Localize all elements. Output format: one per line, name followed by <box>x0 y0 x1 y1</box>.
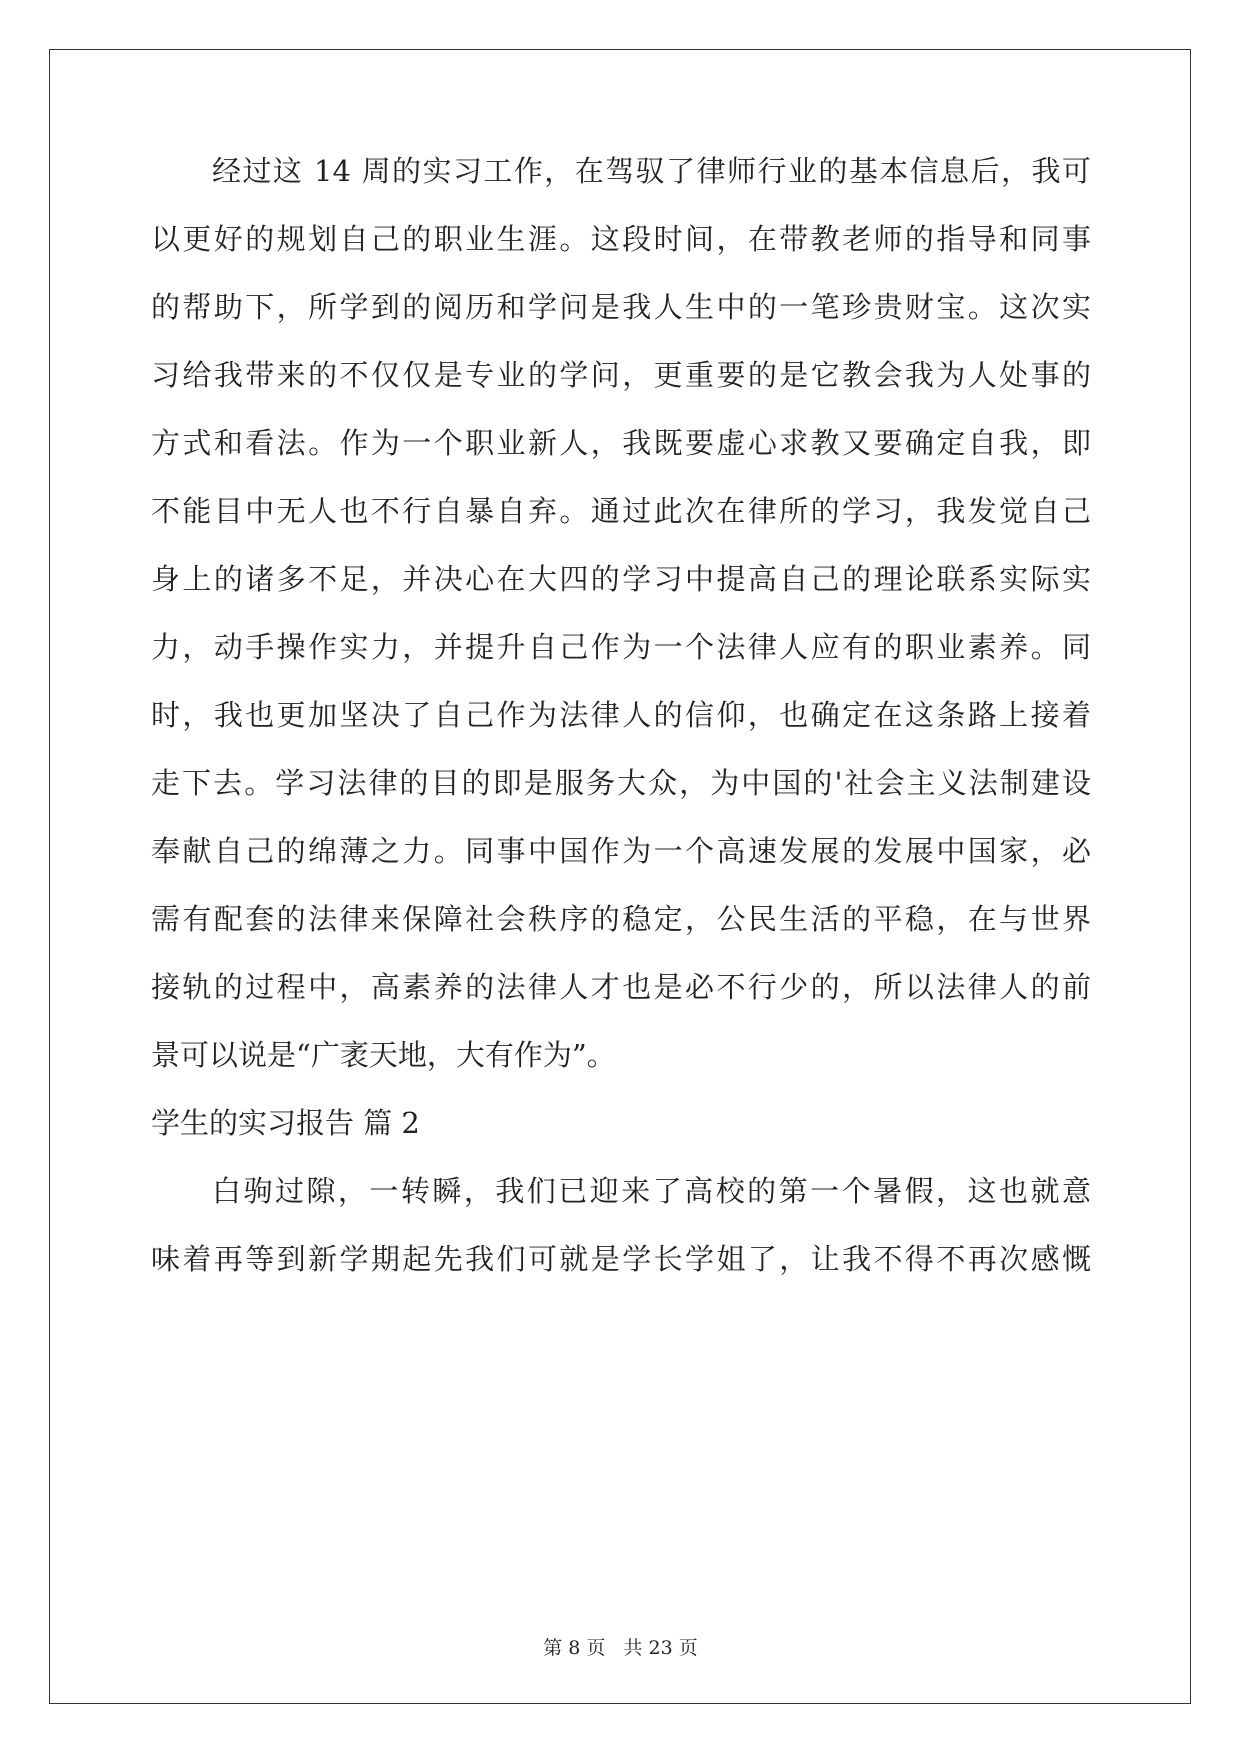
paragraph-1-line-14: 景可以说是“广袤天地，大有作为”。 <box>151 1038 616 1072</box>
paragraph-1-line-13: 接轨的过程中，高素养的法律人才也是必不行少的，所以法律人的前 <box>151 970 1091 1004</box>
paragraph-1-line-4: 习给我带来的不仅仅是专业的学问，更重要的是它教会我为人处事的 <box>151 358 1091 392</box>
paragraph-1-line-12: 需有配套的法律来保障社会秩序的稳定，公民生活的平稳，在与世界 <box>151 902 1091 936</box>
paragraph-1-line-7: 身上的诸多不足，并决心在大四的学习中提高自己的理论联系实际实 <box>151 562 1091 596</box>
paragraph-1-line-9: 时，我也更加坚决了自己作为法律人的信仰，也确定在这条路上接着 <box>151 698 1091 732</box>
paragraph-1-line-1: 经过这 14 周的实习工作，在驾驭了律师行业的基本信息后，我可 <box>212 154 1091 188</box>
paragraph-2-line-1: 白驹过隙，一转瞬，我们已迎来了高校的第一个暑假，这也就意 <box>212 1174 1091 1208</box>
paragraph-2-line-2: 味着再等到新学期起先我们可就是学长学姐了，让我不得不再次感慨 <box>151 1242 1091 1276</box>
paragraph-1-line-3: 的帮助下，所学到的阅历和学问是我人生中的一笔珍贵财宝。这次实 <box>151 290 1091 324</box>
paragraph-1-line-11: 奉献自己的绵薄之力。同事中国作为一个高速发展的发展中国家，必 <box>151 834 1091 868</box>
section-heading: 学生的实习报告 篇 2 <box>151 1106 420 1140</box>
paragraph-1-line-2: 以更好的规划自己的职业生涯。这段时间，在带教老师的指导和同事 <box>151 222 1091 256</box>
paragraph-1-line-10: 走下去。学习法律的目的即是服务大众，为中国的'社会主义法制建设 <box>151 766 1091 800</box>
page-number-footer: 第 8 页 共 23 页 <box>543 1637 698 1659</box>
paragraph-1-line-5: 方式和看法。作为一个职业新人，我既要虚心求教又要确定自我，即 <box>151 426 1091 460</box>
paragraph-1-line-8: 力，动手操作实力，并提升自己作为一个法律人应有的职业素养。同 <box>151 630 1091 664</box>
paragraph-1-line-6: 不能目中无人也不行自暴自弃。通过此次在律所的学习，我发觉自己 <box>151 494 1091 528</box>
